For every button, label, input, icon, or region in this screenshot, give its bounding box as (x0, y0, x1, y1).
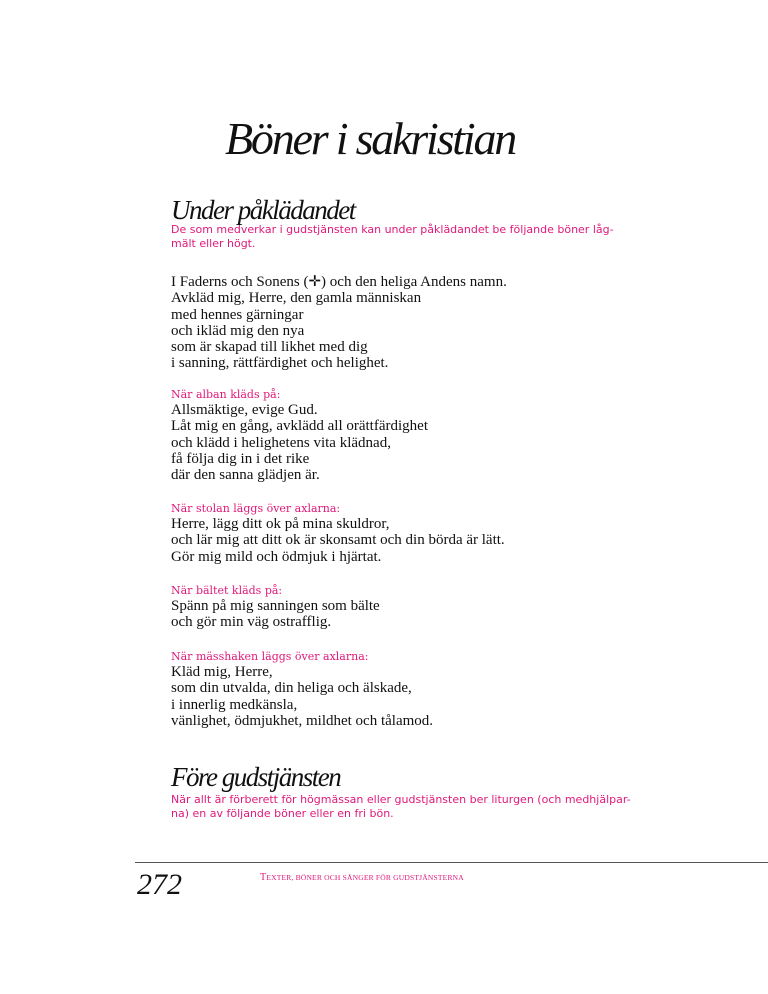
prayer-line: Herre, lägg ditt ok på mina skuldror, (171, 516, 390, 532)
prayer-line: och ikläd mig den nya (171, 322, 305, 339)
section2-intro-rubric: När allt är förberett för högmässan eller gudstjänsten ber liturgen (och medhjälpar- na) en av följande böner eller en fri bön. (171, 793, 631, 820)
prayer-line: och gör min väg ostrafflig. (171, 614, 332, 631)
prayer-line: i innerlig medkänsla, (171, 696, 298, 713)
alban-prayer (171, 402, 428, 483)
prayer-line: Allsmäktige, evige Gud. (171, 402, 318, 418)
prayer-line: som är skapad till likhet med dig (171, 339, 368, 356)
section-heading-fore-gudstjansten: Före gudstjänsten (171, 762, 341, 792)
massa-prayer (171, 664, 433, 729)
stola-prayer (171, 516, 505, 565)
running-head-text: EXTER, BÖNER OCH SÅNGER FÖR GUDSTJÄNSTERNA (266, 873, 464, 882)
page-number: 272 (137, 868, 182, 901)
prayer-line: och lär mig att ditt ok är skonsamt och din börda är lätt. (171, 532, 505, 549)
running-head (260, 872, 464, 883)
prayer-line: Gör mig mild och ödmjuk i hjärtat. (171, 548, 382, 565)
balte-rubric: När bältet kläds på: (171, 584, 283, 597)
prayer-line: i sanning, rättfärdighet och helighet. (171, 355, 389, 372)
prayer-line: Avkläd mig, Herre, den gamla människan (171, 290, 422, 307)
balte-prayer (171, 598, 380, 631)
alban-rubric: När alban kläds på: (171, 388, 281, 401)
prayer-line: Låt mig en gång, avklädd all orättfärdighet (171, 418, 428, 435)
massa-rubric: När mässhaken läggs över axlarna: (171, 650, 369, 663)
section-heading-under-pakladandet: Under påklädandet (171, 195, 355, 225)
prayer-line: där den sanna glädjen är. (171, 467, 320, 484)
running-head-initial: T (260, 872, 267, 883)
prayer-line: få följa dig in i det rike (171, 450, 310, 467)
prayer-line: med hennes gärningar (171, 306, 304, 323)
section-intro-rubric: De som medverkar i gudstjänsten kan under påklädandet be följande böner låg- mält eller högt. (171, 223, 614, 250)
prayer-line: Spänn på mig sanningen som bälte (171, 598, 380, 614)
prayer-line: vänlighet, ödmjukhet, mildhet och tålamod. (171, 712, 434, 729)
opening-prayer (171, 274, 507, 372)
prayer-line: och klädd i helighetens vita klädnad, (171, 434, 391, 451)
prayer-line: I Faderns och Sonens (✛) och den heliga Andens namn. (171, 274, 507, 290)
page-title: Böner i sakristian (225, 113, 516, 164)
stola-rubric: När stolan läggs över axlarna: (171, 502, 341, 515)
footer-rule (135, 862, 768, 863)
prayer-line: Kläd mig, Herre, (171, 664, 273, 680)
prayer-line: som din utvalda, din heliga och älskade, (171, 680, 412, 697)
